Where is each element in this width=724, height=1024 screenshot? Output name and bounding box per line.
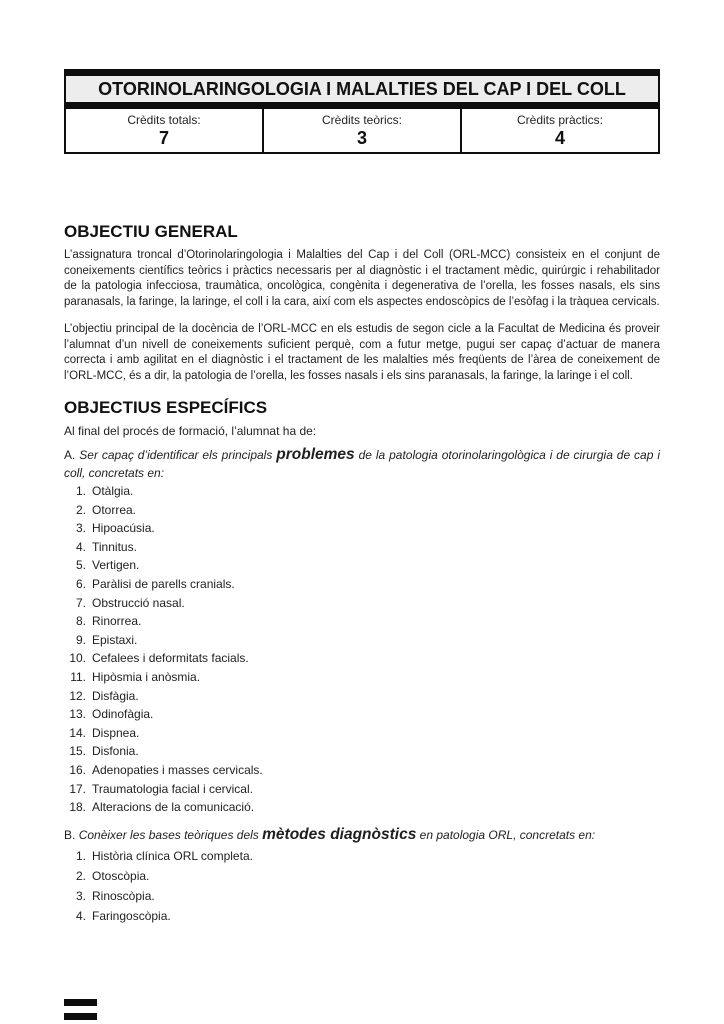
list-item-number: 8. [75,614,86,629]
credit-value: 7 [158,128,169,148]
list-item-number: 16. [69,762,86,777]
list-item [64,846,660,866]
list-item-number: 18. [69,800,86,815]
list-item-text: Disfàgia. [92,688,139,703]
credit-cell [263,109,461,153]
list-item-number: 12. [69,688,86,703]
credits-row [65,109,659,153]
list-item-text: Hipoacúsia. [92,521,155,536]
list-item-text: Rinorrea. [92,614,142,629]
objective-a-term: problemes [276,446,355,463]
list-item [64,866,660,886]
header-rule-top [64,69,660,76]
list-item [64,742,660,761]
objective-a-intro [64,446,660,482]
list-item-number: 5. [75,558,86,573]
general-paragraph-1: L’assignatura troncal d’Otorinolaringologia i Malalties del Cap i del Coll (ORL-MCC) consisteix en el conjunt de coneixements científics teòrics i pràctics necessaris per al diagnòstic i el tractament mèdic, quirúrgic i rehabilitador de la patologia infecciosa, traumàtica, oncològica, congènita i degenerativa de l’orella, les fosses nasals, els sins paranasals, la faringe, la laringe, el coll i la cara, així com els aspectes endoscòpics de l’esòfag i la tràquea cervicals. [64,249,660,308]
list-item-text: Faringoscòpia. [92,908,171,923]
objective-b-label: B. [64,827,76,842]
list-item-number: 9. [75,632,86,647]
footer-scan-mark-bottom [64,1013,97,1020]
credit-label: Crèdits teòrics: [321,113,403,127]
list-item [64,886,660,906]
credit-cell [65,109,263,153]
list-item [64,724,660,743]
list-item [64,519,660,538]
document-body [64,222,660,926]
list-item-number: 1. [75,848,86,863]
list-item-number: 10. [69,651,86,666]
list-item-text: Epistaxi. [92,632,138,647]
objective-a-text-before: Ser capaç d’identificar els principals [79,448,273,462]
list-item-text: Traumatologia facial i cervical. [92,781,253,796]
list-item [64,631,660,650]
list-item-number: 13. [69,707,86,722]
list-item [64,687,660,706]
list-item [64,705,660,724]
credit-cell [461,109,659,153]
list-item [64,538,660,557]
credits-table [64,109,660,154]
list-item-text: Disfonia. [92,744,139,759]
objective-a-label: A. [64,448,76,462]
list-item [64,649,660,668]
list-item [64,482,660,501]
course-title: OTORINOLARINGOLOGIA I MALALTIES DEL CAP I DEL COLL [98,79,626,99]
list-item-text: Cefalees i deformitats facials. [92,651,249,666]
list-item-number: 4. [75,908,86,923]
list-item-text: Obstrucció nasal. [92,595,185,610]
list-item-number: 14. [69,725,86,740]
objective-b-list [64,846,660,926]
list-item [64,594,660,613]
list-item [64,761,660,780]
list-item-number: 15. [69,744,86,759]
list-item-number: 11. [70,669,86,684]
list-item-text: Tinnitus. [92,539,137,554]
list-item-text: Dispnea. [92,725,140,740]
credit-value: 4 [554,128,565,148]
list-item-text: Otorrea. [92,502,137,517]
credit-label: Crèdits pràctics: [516,113,604,127]
objective-b-text-before: Conèixer les bases teòriques dels [78,827,259,842]
header-rule-bottom [64,102,660,109]
list-item [64,798,660,817]
section-heading-objectiu-general: OBJECTIU GENERAL [64,222,238,241]
list-item [64,668,660,687]
list-item [64,556,660,575]
list-item-text: Vertigen. [92,558,140,573]
list-item-text: Otoscòpia. [92,868,150,883]
objective-b-intro [64,825,660,845]
list-item-number: 2. [75,502,86,517]
list-item [64,501,660,520]
list-item-text: Alteracions de la comunicació. [92,800,255,815]
list-item-number: 4. [75,539,86,554]
list-item [64,612,660,631]
list-item-text: Paràlisi de parells cranials. [92,576,235,591]
list-item-text: Història clínica ORL completa. [92,848,253,863]
list-item [64,575,660,594]
objective-a-list [64,482,660,817]
objective-a-text-after: de la patologia otorinolaringològica i de cirurgia de cap i coll, concretats en: [64,448,660,480]
list-item-number: 6. [75,576,86,591]
section-heading-objectius-especifics: OBJECTIUS ESPECÍFICS [64,398,268,417]
list-item-text: Adenopaties i masses cervicals. [92,762,263,777]
footer-scan-mark-top [64,999,97,1006]
objective-b-term: mètodes diagnòstics [262,825,417,843]
list-item-number: 7. [75,595,86,610]
list-item [64,780,660,799]
list-item-number: 3. [75,888,86,903]
especifics-intro: Al final del procés de formació, l’alumnat ha de: [64,424,317,438]
list-item-text: Rinoscòpia. [92,888,155,903]
general-paragraph-2: L’objectiu principal de la docència de l’ORL-MCC en els estudis de segon cicle a la Facultat de Medicina és proveir l’alumnat d’un nivell de coneixements suficient perquè, com a futur metge, pugui ser capaç d’actuar de manera correcta i amb agilitat en el diagnòstic i el tractament de les malalties més freqüents de l’àrea de coneixement de l’ORL-MCC, és a dir, la patologia de l’orella, les fosses nasals i els sins paranasals, la faringe, la laringe i el coll. [64,323,660,382]
list-item-number: 2. [75,868,86,883]
list-item-number: 17. [69,781,86,796]
document-header [64,69,660,154]
list-item-text: Odinofàgia. [92,707,154,722]
list-item-number: 3. [75,521,86,536]
course-title-band [64,76,660,102]
list-item-text: Otàlgia. [92,484,134,498]
list-item-text: Hipòsmia i anòsmia. [92,669,201,684]
objective-b-text-after: en patologia ORL, concretats en: [419,827,596,842]
credit-label: Crèdits totals: [127,113,201,127]
list-item-number: 1. [75,484,86,498]
credit-value: 3 [356,128,367,148]
list-item [64,906,660,926]
